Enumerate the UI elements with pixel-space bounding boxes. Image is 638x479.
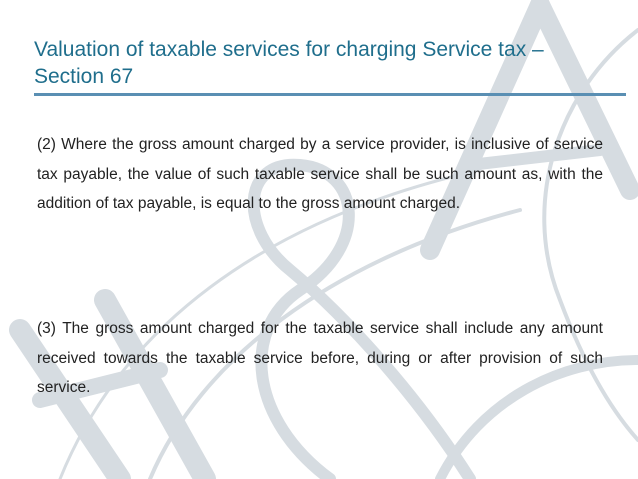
paragraph-subsection-3: (3) The gross amount charged for the taxable service shall include any amount received towards the taxable service before, during or after provision of such service.: [37, 320, 603, 396]
title-underline: [34, 93, 626, 96]
paragraph-subsection-2: (2) Where the gross amount charged by a service provider, is inclusive of service tax payable, the value of such taxable service shall be such amount as, with the addition of tax payable, is equal to the gross amount charged.: [37, 136, 603, 212]
slide-title: Valuation of taxable services for charging Service tax – Section 67: [34, 38, 544, 88]
